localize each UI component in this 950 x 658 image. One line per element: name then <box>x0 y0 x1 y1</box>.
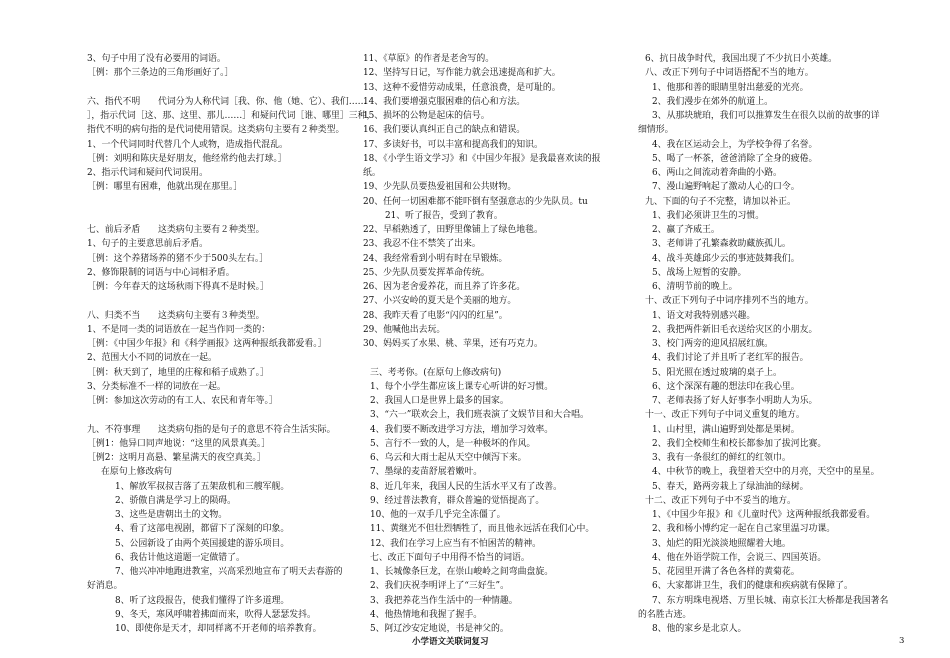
text-line: 5、花园里开满了各色各样的黄菊花。 <box>652 567 800 577</box>
text-line: 9、经过普法教育，群众普遍的觉悟提高了。 <box>370 495 545 506</box>
text-line: 5、阿辽沙安定地说，书是神父的。 <box>370 624 509 634</box>
text-line: 10、即使你是天才，却同样离不开老师的培养教育。 <box>115 624 322 634</box>
text-line: 11、《草原》的作者是老舍写的。 <box>363 54 495 64</box>
text-line: 十二、改正下列句子中不妥当的地方。 <box>645 495 796 506</box>
text-line: 的名胜古迹。 <box>638 609 692 620</box>
blank-line <box>87 195 357 209</box>
text-line: 10、他的一双手几乎完全冻僵了。 <box>370 510 506 520</box>
text-line: 2、范围大小不同的词放在一起。 <box>87 353 217 364</box>
text-line: 三、考考你。(在原句上修改病句) <box>370 367 502 378</box>
text-line: 6、清明节前的晚上。 <box>652 282 738 292</box>
text-line: ［例：《中国少年报》和《科学画报》这两种报纸我都爱看。］ <box>87 339 327 349</box>
text-line: 27、小兴安岭的夏天是个美丽的地方。 <box>363 296 517 307</box>
text-line: 26、因为老舍爱养花，而且养了许多花。 <box>363 282 526 292</box>
text-line: 7、东方明珠电视塔、万里长城、南京长江大桥都是我国著名 <box>652 595 889 606</box>
text-line: 指代不明的病句指的是代词使用错误。这类病句主要有２种类型。 <box>87 125 345 136</box>
text-line: 18、《小学生语文学习》和《中国少年报》是我最喜欢读的报 <box>363 153 601 164</box>
blank-line <box>87 294 357 308</box>
text-line: 3、老师讲了孔繁森救助藏族孤儿。 <box>652 239 791 250</box>
text-line: 16、我们要认真纠正自己的缺点和错误。 <box>363 125 526 136</box>
text-line: 24、我经常看到小明有时在早锻炼。 <box>363 253 508 264</box>
page-number: 3 <box>899 636 905 646</box>
text-line: ［例：那个三条边的三角形画好了。］ <box>87 68 234 79</box>
text-line: ［例：这个养猪场养的猪不少于500头左右。］ <box>87 253 269 264</box>
text-line: 30、妈妈买了水果、桃、苹果，还有巧克力。 <box>363 339 543 349</box>
blank-line <box>363 351 631 365</box>
text-line: 1、一个代词同时代替几个人或物，造成指代混乱。 <box>87 139 288 150</box>
text-line: ］，指示代词［这、那、这里、那儿……］和疑问代词［谁、哪里］三种， <box>87 111 376 121</box>
text-line: 1、长城像条巨龙，在崇山峻岭之间弯曲盘旋。 <box>370 567 554 577</box>
text-line: 3、句子中用了没有必要用的词语。 <box>87 54 226 64</box>
text-line: 4、他热情地和我握了握手。 <box>370 609 483 620</box>
text-line: ［例：哪里有困难，他就出现在那里。］ <box>87 182 243 193</box>
text-line: 好消息。 <box>87 581 123 592</box>
text-line: 2、我们全校师生和校长都参加了拔河比赛。 <box>652 438 827 449</box>
text-line: 十一、改正下列句子中词义重复的地方。 <box>645 410 805 421</box>
text-line: 九、不符事理 这类病句指的是句子的意思不符合生活实际。 <box>87 424 336 435</box>
text-line: 17、多读好书，可以丰富和提高我们的知识。 <box>363 139 543 150</box>
text-line: 4、他在外语学院工作，会说三、四国英语。 <box>652 552 827 563</box>
text-line: 5、春天，路两旁栽上了绿油油的绿树。 <box>652 481 809 492</box>
text-line: 12、我们在学习上应当有不怕困苦的精神。 <box>370 538 542 549</box>
text-line: 4、我们讨论了并且听了老红军的报告。 <box>652 353 809 364</box>
text-line: 2、指示代词和疑问代词误用。 <box>87 168 209 178</box>
blank-line <box>87 408 357 422</box>
text-line: 3、我把养花当作生活中的一种情趣。 <box>370 595 518 606</box>
text-line: 1、解放军叔叔吉落了五架敌机和三艘军舰。 <box>115 481 290 492</box>
text-line: 2、修饰限制的词语与中心词相矛盾。 <box>87 267 235 278</box>
text-line: 1、他那和善的眼睛里射出慈爱的光亮。 <box>652 82 809 93</box>
text-line: 1、不是同一类的词语放在一起当作同一类的： <box>87 324 271 335</box>
text-line: 1、语文对我特别感兴趣。 <box>652 310 756 321</box>
text-line: 2、我们庆祝李明评上了“三好生”。 <box>370 581 509 592</box>
text-line: 5、喝了一杯茶，爸爸消除了全身的疲倦。 <box>652 153 818 164</box>
text-line: 十、改正下列句子中词序排列不当的地方。 <box>645 296 814 307</box>
text-line: 纸。 <box>363 168 381 178</box>
text-line: 九、下面的句子不完整，请加以补正。 <box>645 196 796 207</box>
text-line: 细情形。 <box>638 125 674 136</box>
text-line: 4、中秋节的晚上，我望着天空中的月亮，天空中的星星。 <box>652 467 880 478</box>
text-line: ［例：今年春天的这场秋雨下得真不是时候。］ <box>87 282 269 292</box>
text-line: 3、灿烂的阳光淡淡地照耀着大地。 <box>652 538 791 549</box>
text-line: 15、损坏的公物是起床的信号。 <box>363 111 490 121</box>
text-line: 13、这种不爱惜劳动成果，任意浪费，是可耻的。 <box>363 82 561 93</box>
footer-title: 小学语文关联词复习 <box>412 637 489 647</box>
blank-line <box>87 209 357 223</box>
text-line: 7、漫山遍野响起了激动人心的口令。 <box>652 182 800 193</box>
text-line: 9、冬天，寒风呼啸着拂面而来，吹得人瑟瑟发抖。 <box>115 609 316 620</box>
text-line: 6、这个深深有趣的想法印在我心里。 <box>652 381 800 392</box>
text-line: 七、前后矛盾 这类病句主要有２种类型。 <box>87 225 265 235</box>
text-line: 14、我们要增强克服困难的信心和方法。 <box>363 96 526 107</box>
text-line: 2、赢了齐威王。 <box>652 225 720 235</box>
text-line: 7、墨绿的麦苗舒展着嫩叶。 <box>370 467 483 478</box>
text-line: 八、归类不当 这类病句主要有３种类型。 <box>87 310 265 321</box>
text-line: 4、战斗英雄邱少云的事迹鼓舞我们。 <box>652 253 800 264</box>
text-line: 11、黄继光不但壮烈牺牲了，而且他永远活在我们心中。 <box>370 524 595 535</box>
text-line: 六、指代不明 代词分为人称代词［我、你、他（她、它）、我们…… <box>87 96 367 107</box>
text-line: 3、从那块琥珀，我们可以推算发生在很久以前的故事的详 <box>652 111 880 121</box>
text-line: 5、言行不一致的人，是一种极坏的作风。 <box>370 438 536 449</box>
text-line: 7、他兴冲冲地跑进教室，兴高采烈地宣布了明天去春游的 <box>115 567 343 577</box>
text-line: 8、听了这段报告，使我们懂得了许多道理。 <box>115 595 290 606</box>
column-left <box>87 52 376 636</box>
text-line: 20、任何一切困难都不能吓倒有坚强意志的少先队员。tu <box>363 196 588 207</box>
text-line: 在原句上修改病句 <box>101 467 172 478</box>
text-line: 4、看了这部电视剧，都留下了深刻的印象。 <box>115 524 290 535</box>
text-line: 6、我估计他这道题一定做错了。 <box>115 552 245 563</box>
text-line: 5、阳光照在透过玻璃的桌子上。 <box>652 367 782 378</box>
text-line: 4、我在区运动会上，为学校争得了名誉。 <box>652 139 818 150</box>
text-line: 8、近几年来，我国人民的生活水平又有了改善。 <box>370 481 563 492</box>
text-line: 4、我们要不断改进学习方法，增加学习效率。 <box>370 424 554 435</box>
text-line: 25、少先队员要发挥革命传统。 <box>363 267 490 278</box>
text-line: 19、少先队员要热爱祖国和公共财物。 <box>363 182 517 193</box>
text-line: ［例：秋天到了，地里的庄稼和稻子成熟了。］ <box>87 367 269 378</box>
column-middle <box>363 52 631 636</box>
text-line: 1、我们必须讲卫生的习惯。 <box>652 210 765 221</box>
text-line: 6、抗日战争时代，我国出现了不少抗日小英雄。 <box>645 54 838 64</box>
text-line: 3、分类标准不一样的词放在一起。 <box>87 381 226 392</box>
text-line: 21、听了报告，受到了教育。 <box>385 210 503 221</box>
text-line: ［例：刘明和陈庆是好朋友，他经常约他去打球。］ <box>87 153 287 164</box>
text-line: 8、他的家乡是北京人。 <box>652 624 747 634</box>
text-line: 2、我国人口是世界上最多的国家。 <box>370 396 509 406</box>
text-line: 6、乌云和大雨士起从天空中倾泻下来。 <box>370 453 527 463</box>
text-line: 1、《中国少年报》和《儿童时代》这两种报纸我都爱看。 <box>652 510 876 520</box>
text-line: 1、每个小学生都应该上课专心听讲的好习惯。 <box>370 381 554 392</box>
text-line: 2、我把两件新旧毛衣送给灾区的小朋友。 <box>652 324 818 335</box>
column-right <box>638 52 908 636</box>
text-line: 2、骄傲自满是学习上的陨碍。 <box>115 495 237 506</box>
text-line: 5、公园新设了由两个英国援建的游乐项目。 <box>115 538 290 549</box>
text-line: 2、我们漫步在郊外的航道上。 <box>652 96 774 107</box>
text-line: 1、山村里，满山遍野到处都是果树。 <box>652 424 800 435</box>
text-line: 6、两山之间流动着奔曲的小路。 <box>652 168 782 178</box>
text-line: 3、校门两旁的迎风招展红旗。 <box>652 339 774 349</box>
text-line: 八、改正下列句子中词语搭配不当的地方。 <box>645 68 814 79</box>
text-line: 22、早稻熟透了，田野里像铺上了绿色地毯。 <box>363 225 543 235</box>
text-line: 1、句子的主要意思前后矛盾。 <box>87 239 209 250</box>
text-line: 七、改正下面句子中用得不恰当的词语。 <box>370 552 530 563</box>
text-line: 2、我和杨小博约定一起在自己家里温习功课。 <box>652 524 836 535</box>
text-line: ［例：参加这次劳动的有工人、农民和青年等。］ <box>87 396 278 406</box>
text-line: ［例2：这明月高悬、繁星满天的夜空真美。］ <box>87 453 266 463</box>
blank-line <box>87 81 357 95</box>
text-line: 23、我忍不住不禁笑了出来。 <box>363 239 481 250</box>
text-line: 5、战场上短暂的安静。 <box>652 267 747 278</box>
text-line: 3、我有一条很红的鲜红的红领巾。 <box>652 453 791 463</box>
text-line: 3、这些是唐朝出土的文物。 <box>115 510 228 520</box>
text-line: 29、他喊他出去玩。 <box>363 324 446 335</box>
text-line: 3、“六一”联欢会上，我们班表演了文娱节目和大合唱。 <box>370 410 589 421</box>
text-line: 6、大家都讲卫生，我们的健康和疾病就有保障了。 <box>652 581 853 592</box>
text-line: 7、老师表扬了好人好事李小明助人为乐。 <box>652 396 818 406</box>
text-line: ［例1：他异口同声地说：“这里的风景真美。］ <box>87 438 271 449</box>
text-line: 12、坚持写日记，写作能力就会迅速提高和扩大。 <box>363 68 561 79</box>
text-line: 28、我昨天看了电影“闪闪的红星”。 <box>363 310 508 321</box>
